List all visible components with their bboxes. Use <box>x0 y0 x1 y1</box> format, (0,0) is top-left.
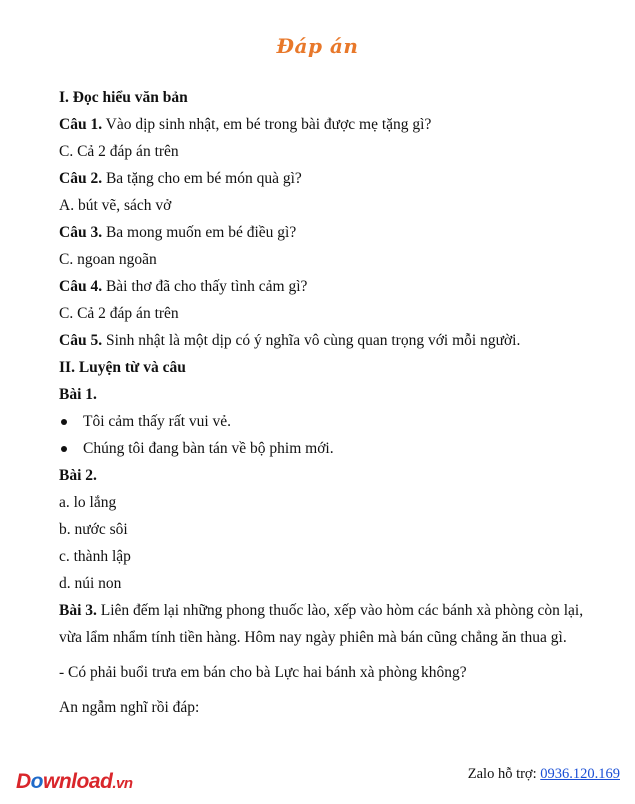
exercise-3-line-3: - Có phải buổi trưa em bán cho bà Lực hai bánh xà phòng không? <box>59 664 467 681</box>
exercise-2-label: Bài 2. <box>59 467 97 484</box>
question-text: Bài thơ đã cho thấy tình cảm gì? <box>102 278 308 295</box>
answer-content <box>59 84 619 721</box>
question-1 <box>59 111 619 138</box>
support-phone-link[interactable]: 0936.120.169 <box>540 766 620 782</box>
exercise-3-line-4: An ngẫm nghĩ rồi đáp: <box>59 699 200 716</box>
question-label: Câu 3. <box>59 224 103 241</box>
bullet-icon <box>61 446 67 452</box>
question-label: Câu 5. <box>59 332 103 349</box>
question-text: Ba tặng cho em bé món quà gì? <box>102 170 302 187</box>
list-item: Chúng tôi đang bàn tán về bộ phim mới. <box>59 435 619 462</box>
question-label: Câu 1. <box>59 116 103 133</box>
list-item: c. thành lập <box>59 548 131 565</box>
question-3 <box>59 219 619 246</box>
support-label: Zalo hỗ trợ: <box>467 766 541 782</box>
question-label: Câu 4. <box>59 278 103 295</box>
question-text: Ba mong muốn em bé điều gì? <box>102 224 297 241</box>
question-text: Sinh nhật là một dịp có ý nghĩa vô cùng quan trọng với mỗi người. <box>102 332 521 349</box>
list-item: d. núi non <box>59 575 122 592</box>
list-item: a. lo lắng <box>59 494 117 511</box>
download-logo[interactable]: Download.vn <box>16 770 133 793</box>
support-contact <box>468 766 620 783</box>
list-item: Tôi cảm thấy rất vui vẻ. <box>59 408 619 435</box>
question-5 <box>59 327 619 354</box>
question-2 <box>59 165 619 192</box>
question-4 <box>59 273 619 300</box>
answer-3: C. ngoan ngoãn <box>59 251 157 268</box>
answer-1: C. Cả 2 đáp án trên <box>59 143 179 160</box>
section-heading-vocabulary: II. Luyện từ và câu <box>59 359 186 376</box>
list-item: b. nước sôi <box>59 521 128 538</box>
logo-o: o <box>30 770 43 793</box>
section-heading-reading: I. Đọc hiểu văn bản <box>59 89 188 106</box>
bullet-icon <box>61 419 67 425</box>
exercise-1-label: Bài 1. <box>59 386 97 403</box>
exercise-3-line-2: vừa lẩm nhẩm tính tiền hàng. Hôm nay ngày phiên mà bán cũng chẳng ăn thua gì. <box>59 629 567 646</box>
answer-2: A. bút vẽ, sách vở <box>59 197 172 214</box>
question-label: Câu 2. <box>59 170 103 187</box>
question-text: Vào dịp sinh nhật, em bé trong bài được mẹ tặng gì? <box>102 116 432 133</box>
page-title: Đáp án <box>276 34 359 58</box>
answer-4: C. Cả 2 đáp án trên <box>59 305 179 322</box>
exercise-3-label: Bài 3. <box>59 602 97 619</box>
exercise-3-line-1: Bài 3. Liên đếm lại những phong thuốc lào, xếp vào hòm các bánh xà phòng còn lại, <box>59 602 584 619</box>
